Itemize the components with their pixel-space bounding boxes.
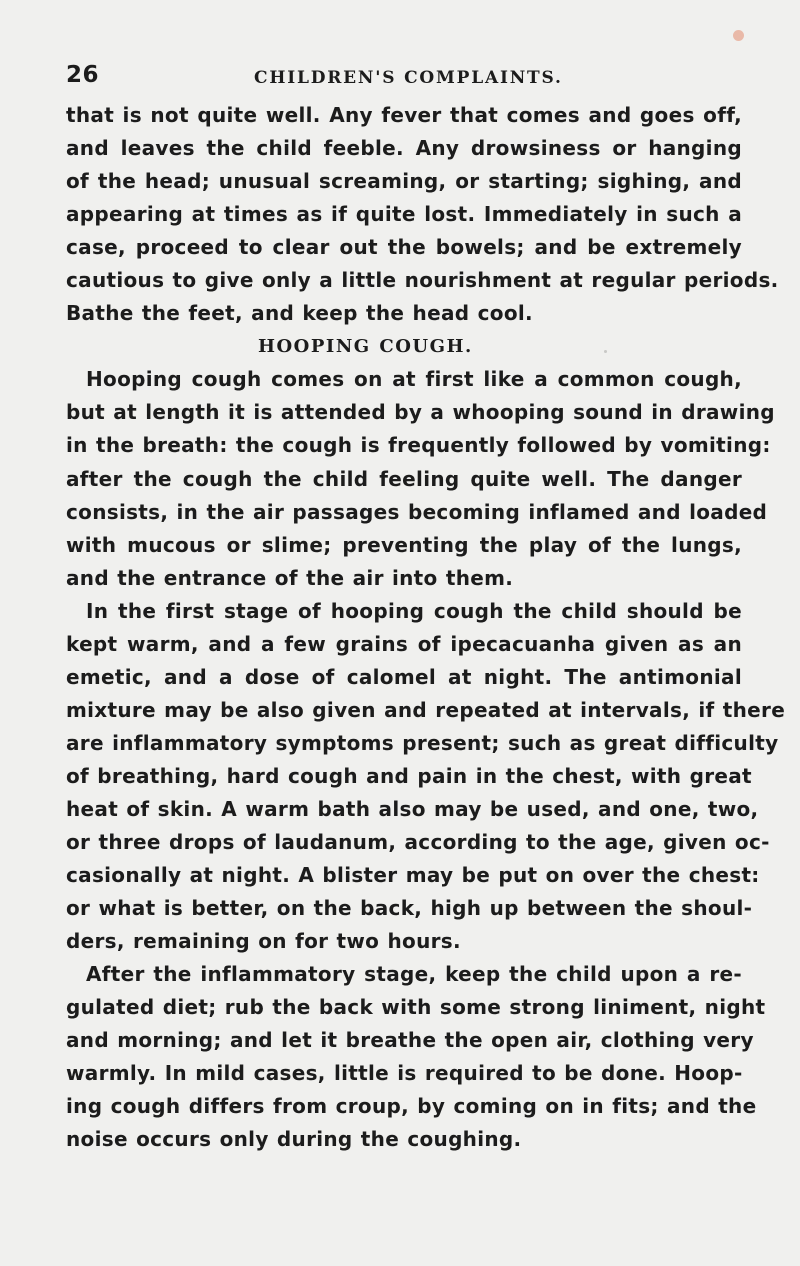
- text-line: or what is better, on the back, high up between the shoul-: [66, 896, 753, 921]
- text-line: ders, remaining on for two hours.: [66, 929, 461, 954]
- text-line: consists, in the air passages becoming inflamed and loaded: [66, 499, 768, 524]
- text-line: ing cough differs from croup, by coming on in fits; and the: [66, 1094, 757, 1119]
- text-line: after the cough the child feeling quite well. The danger: [66, 466, 742, 491]
- text-line: and morning; and let it breathe the open air, clothing very: [66, 1028, 754, 1053]
- text-line: heat of skin. A warm bath also may be used, and one, two,: [66, 796, 759, 821]
- section-heading: HOOPING COUGH.: [258, 336, 473, 358]
- text-line: In the first stage of hooping cough the child should be: [86, 598, 742, 623]
- running-head: [66, 62, 740, 98]
- text-line: or three drops of laudanum, according to the age, given oc-: [66, 830, 770, 855]
- text-line: After the inflammatory stage, keep the child upon a re-: [86, 962, 742, 987]
- text-line: and the entrance of the air into them.: [66, 565, 514, 590]
- text-line: case, proceed to clear out the bowels; and be extremely: [66, 235, 742, 260]
- text-line: of breathing, hard cough and pain in the chest, with great: [66, 763, 752, 788]
- text-line: emetic, and a dose of calomel at night. The antimonial: [66, 664, 742, 689]
- text-line: are inflammatory symptoms present; such as great difficulty: [66, 730, 779, 755]
- text-line: casionally at night. A blister may be put on over the chest:: [66, 863, 760, 888]
- text-line: in the breath: the cough is frequently followed by vomiting:: [66, 433, 771, 458]
- running-title: CHILDREN'S COMPLAINTS.: [254, 68, 563, 88]
- text-line: of the head; unusual screaming, or starting; sighing, and: [66, 169, 742, 194]
- text-line: mixture may be also given and repeated at intervals, if there: [66, 697, 786, 722]
- text-line: and leaves the child feeble. Any drowsiness or hanging: [66, 136, 742, 161]
- page-number: 26: [66, 62, 100, 88]
- text-line: that is not quite well. Any fever that comes and goes off,: [66, 103, 742, 127]
- paper-stain: [733, 30, 744, 41]
- text-line: but at length it is attended by a whooping sound in drawing: [66, 400, 775, 425]
- text-line: kept warm, and a few grains of ipecacuanha given as an: [66, 631, 742, 656]
- body-text: [66, 99, 786, 1157]
- text-line: Hooping cough comes on at first like a common cough,: [86, 367, 742, 392]
- text-line: Bathe the feet, and keep the head cool.: [66, 301, 533, 326]
- text-line: with mucous or slime; preventing the play of the lungs,: [66, 532, 742, 557]
- text-line: gulated diet; rub the back with some strong liniment, night: [66, 995, 766, 1020]
- text-line: cautious to give only a little nourishment at regular periods.: [66, 268, 779, 293]
- text-line: appearing at times as if quite lost. Immediately in such a: [66, 202, 742, 227]
- text-line: warmly. In mild cases, little is required to be done. Hoop-: [66, 1061, 743, 1086]
- text-line: noise occurs only during the coughing.: [66, 1127, 522, 1152]
